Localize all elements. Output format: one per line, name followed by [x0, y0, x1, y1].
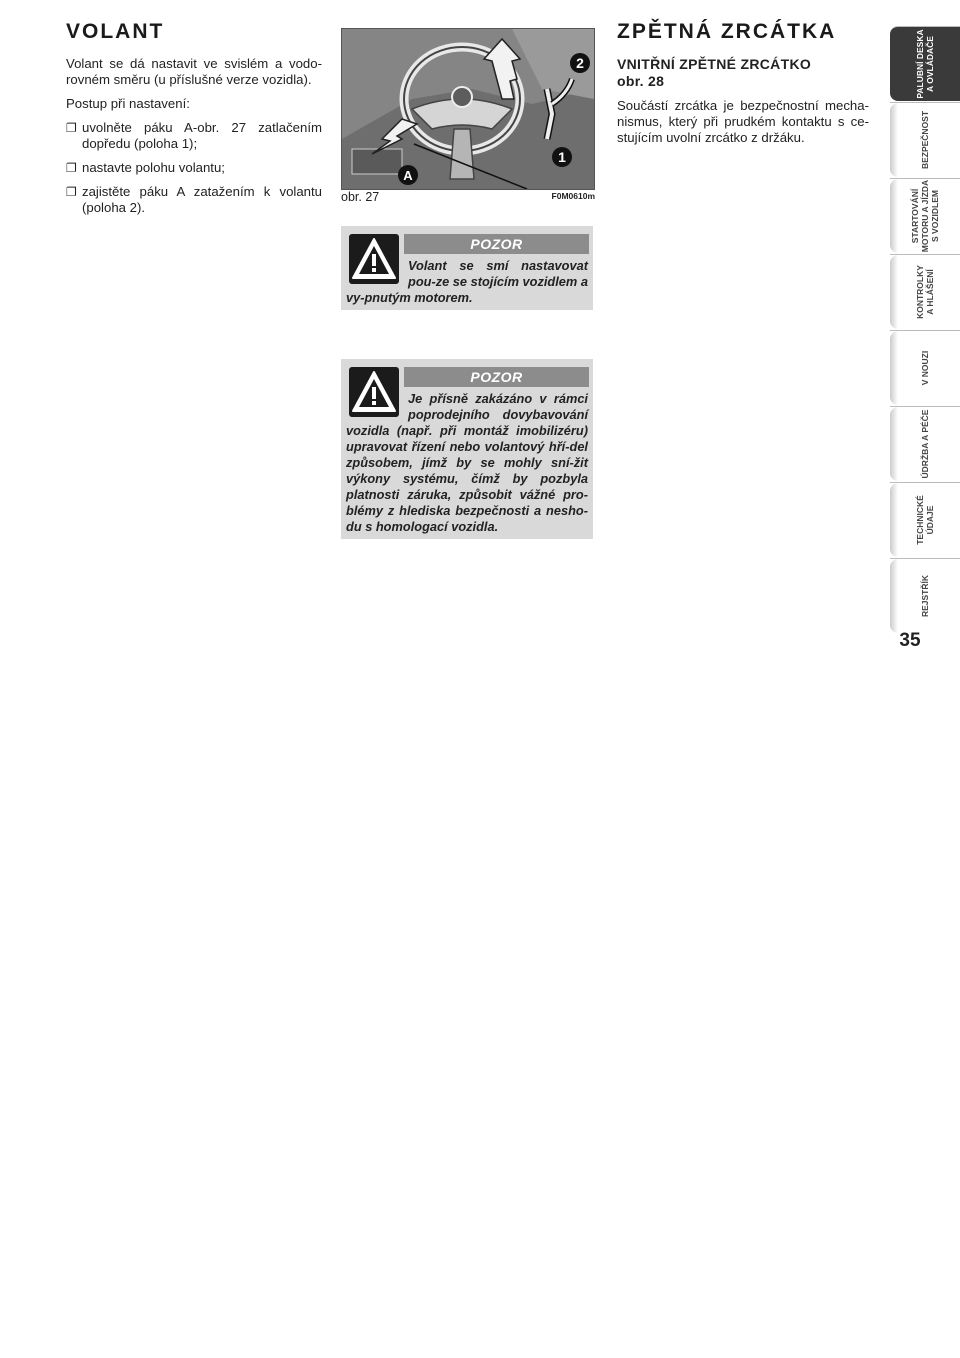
section-title: ZPĚTNÁ ZRCÁTKA: [617, 20, 837, 43]
subsection-figure-ref: obr. 28: [617, 73, 665, 89]
step-1: ❐ uvolněte páku A-obr. 27 zatlačením dopředu (poloha 1);: [66, 120, 322, 152]
tab-technicke-udaje[interactable]: [890, 482, 960, 557]
steering-wheel-figure: [341, 28, 595, 190]
warning-text: Volant se smí nastavovat pou-ze se stojícím vozidlem a vy-pnutým motorem.: [346, 258, 588, 305]
warning-text: Je přísně zakázáno v rámci poprodejního dovybavování vozidla (např. při montáž imobilizéru) upravovat řízení nebo volantový hří-del způsobem, jímž by se mohly sní-žit výkony systému, čímž by pozbyla platnosti záruka, způsobit vážné pro-blémy z hlediska bezpečnosti a nesho-du s homologací vozidla.: [346, 391, 588, 534]
section-title: VOLANT: [66, 20, 165, 43]
warning-box-2: [341, 359, 593, 539]
marker-1: 1: [558, 149, 566, 165]
mirrors-section: [617, 20, 869, 154]
step-2: ❐ nastavte polohu volantu;: [66, 160, 322, 176]
tab-label: KONTROLKY A HLÁŠENÍ: [915, 265, 935, 319]
warning-box-1: [341, 226, 593, 310]
warning-heading: POZOR: [404, 367, 589, 387]
tab-label: V NOUZI: [920, 350, 930, 386]
intro-paragraph: Volant se dá nastavit ve svislém a vodo-rovném směru (u příslušné verze vozidla).: [66, 56, 322, 87]
chapter-tabs: [890, 26, 960, 634]
procedure-label: Postup při nastavení:: [66, 96, 190, 111]
figure-caption-row: [341, 190, 595, 204]
subsection-title: [617, 56, 869, 90]
tab-bezpecnost[interactable]: [890, 102, 960, 177]
page-number: 35: [899, 630, 921, 651]
warning-heading: POZOR: [404, 234, 589, 254]
tab-palubni-deska[interactable]: [890, 26, 960, 101]
steering-wheel-illustration: [342, 29, 594, 189]
tab-startovani[interactable]: [890, 178, 960, 253]
tab-label: BEZPEČNOST: [920, 110, 930, 170]
step-3: ❐ zajistěte páku A zatažením k volantu (poloha 2).: [66, 184, 322, 216]
tab-kontrolky[interactable]: [890, 254, 960, 329]
tab-label: ÚDRŽBA A PÉČE: [920, 409, 930, 479]
figure-caption: obr. 27: [341, 190, 380, 204]
mirror-paragraph: Součástí zrcátka je bezpečnostní mecha-nismus, který při prudkém kontaktu s ce-stujícím uvolní zrcátko z držáku.: [617, 98, 869, 145]
steering-wheel-section: [66, 20, 322, 224]
marker-a: A: [403, 168, 413, 183]
tab-label: PALUBNÍ DESKA A OVLÁDAČE: [915, 29, 935, 99]
subsection-title-line1: VNITŘNÍ ZPĚTNÉ ZRCÁTKO: [617, 56, 812, 72]
tab-rejstrik[interactable]: [890, 558, 960, 633]
tab-label: STARTOVÁNÍ MOTORU A JÍZDA S VOZIDLEM: [910, 179, 940, 253]
tab-label: TECHNICKÉ ÚDAJE: [915, 495, 935, 545]
tab-udrzba[interactable]: [890, 406, 960, 481]
tab-v-nouzi[interactable]: [890, 330, 960, 405]
marker-2: 2: [576, 55, 584, 71]
tab-label: REJSTŘÍK: [920, 574, 930, 618]
figure-code: F0M0610m: [551, 191, 595, 201]
